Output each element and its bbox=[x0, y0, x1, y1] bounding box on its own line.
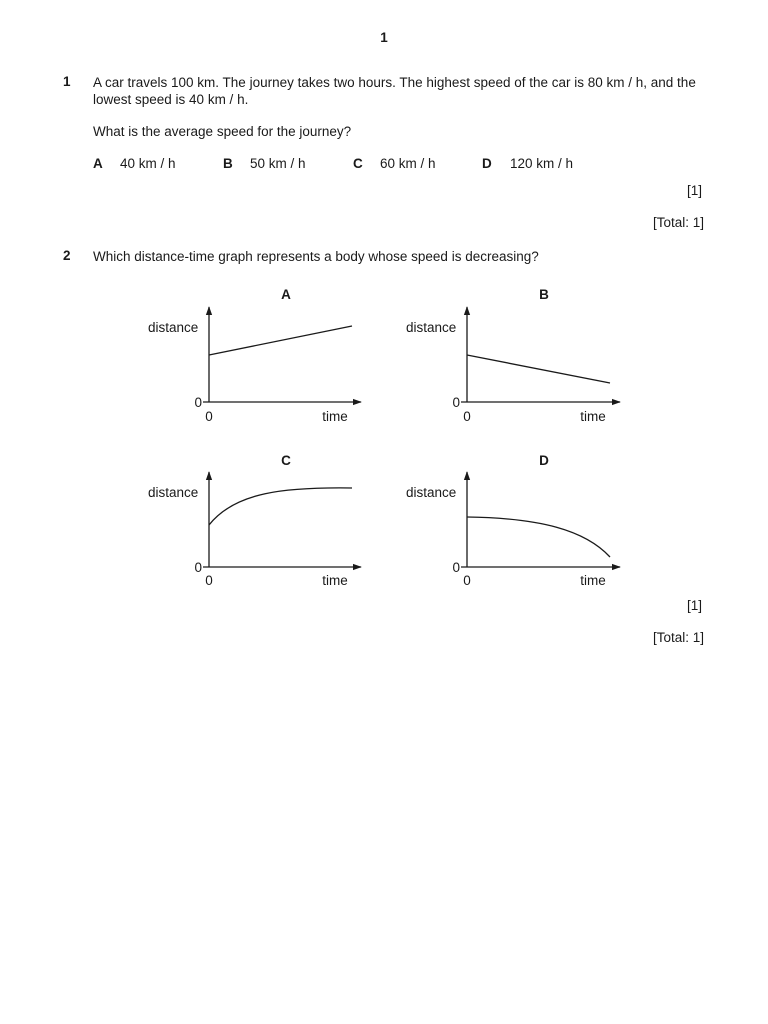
page-number: 1 bbox=[380, 30, 388, 45]
graph-b-ylabel: distance bbox=[406, 320, 457, 335]
graph-d bbox=[406, 453, 620, 588]
graph-b-origin-y: 0 bbox=[452, 395, 460, 410]
option-c-letter: C bbox=[353, 156, 363, 171]
option-a-letter: A bbox=[93, 156, 103, 171]
graph-a-ylabel: distance bbox=[148, 320, 199, 335]
graph-d-origin-y: 0 bbox=[452, 560, 460, 575]
graph-d-ylabel: distance bbox=[406, 485, 457, 500]
graph-a-origin-y: 0 bbox=[194, 395, 202, 410]
graph-c-xlabel: time bbox=[322, 573, 348, 588]
option-d-text: 120 km / h bbox=[510, 156, 574, 171]
graph-d-xlabel: time bbox=[580, 573, 606, 588]
graph-a-curve bbox=[209, 326, 352, 355]
graph-c-letter: C bbox=[281, 453, 291, 468]
graph-b-curve bbox=[467, 355, 610, 383]
graph-a-xlabel: time bbox=[322, 409, 348, 424]
option-d-letter: D bbox=[482, 156, 492, 171]
graph-d-curve bbox=[467, 517, 610, 557]
question-2-total: [Total: 1] bbox=[652, 630, 704, 645]
question-2-text: Which distance-time graph represents a body whose speed is decreasing? bbox=[93, 249, 539, 264]
graph-d-origin-x: 0 bbox=[463, 573, 471, 588]
question-1-number: 1 bbox=[63, 74, 71, 89]
question-2-marks: [1] bbox=[686, 598, 702, 613]
question-2-number: 2 bbox=[63, 248, 71, 263]
option-b-letter: B bbox=[223, 156, 233, 171]
graph-a-origin-x: 0 bbox=[205, 409, 213, 424]
option-b-text: 50 km / h bbox=[250, 156, 306, 171]
question-1-total: [Total: 1] bbox=[652, 215, 704, 230]
graph-b bbox=[406, 287, 620, 424]
graph-a-letter: A bbox=[281, 287, 291, 302]
graph-c-ylabel: distance bbox=[148, 485, 199, 500]
graph-c-origin-x: 0 bbox=[205, 573, 213, 588]
question-1-marks: [1] bbox=[686, 183, 702, 198]
graph-d-letter: D bbox=[539, 453, 549, 468]
graph-b-letter: B bbox=[539, 287, 549, 302]
graph-c bbox=[148, 453, 361, 588]
graph-c-curve bbox=[209, 488, 352, 525]
graph-c-origin-y: 0 bbox=[194, 560, 202, 575]
question-1-text: A car travels 100 km. The journey takes two hours. The highest speed of the car is 80 km / h, and the lowest speed is 40 km / h. bbox=[93, 75, 696, 107]
option-a-text: 40 km / h bbox=[120, 156, 176, 171]
graph-a bbox=[148, 287, 361, 424]
graph-b-origin-x: 0 bbox=[463, 409, 471, 424]
graph-b-xlabel: time bbox=[580, 409, 606, 424]
option-c-text: 60 km / h bbox=[380, 156, 436, 171]
question-1-prompt: What is the average speed for the journey? bbox=[93, 124, 352, 139]
